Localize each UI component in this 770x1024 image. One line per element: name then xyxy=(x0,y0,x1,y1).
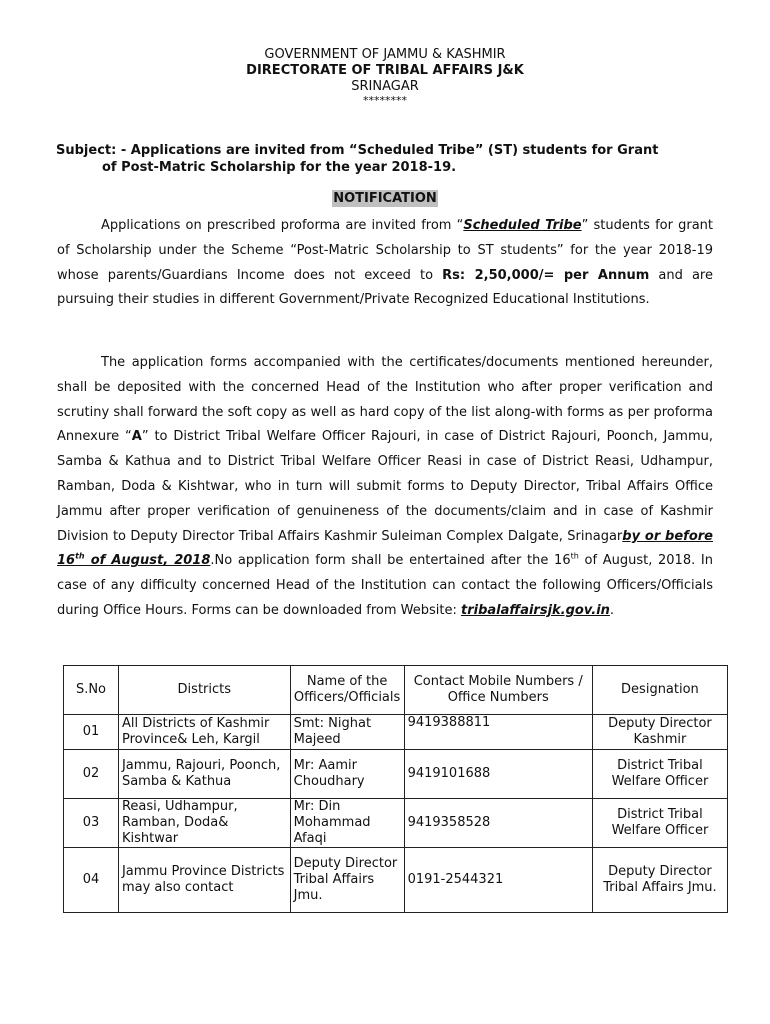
cell-districts: Jammu Province Districts may also contact xyxy=(118,848,290,913)
cell-districts: Reasi, Udhampur, Ramban, Doda& Kishtwar xyxy=(118,799,290,848)
notification-heading-wrap xyxy=(0,187,770,207)
letterhead xyxy=(0,47,770,107)
p2-text-2: ” to District Tribal Welfare Officer Rajouri, in case of District Rajouri, Poonch, Jammu, Samba & Kathua and to District Tribal Welfare Officer Reasi in case of District Reasi, Udhampur, Ramban, Doda & Kishtwar, who in turn will submit forms to Deputy Director, Tribal Affairs Office Jammu after proper verification of genuineness of the documents/claim and in case of Kashmir Division to Deputy Director Tribal Affairs Kashmir Suleiman Complex Dalgate, Srinagar xyxy=(57,429,714,544)
p1-income-limit: Rs: 2,50,000/= per Annum xyxy=(442,267,650,283)
cell-officer-name: Mr: Din Mohammad Afaqi xyxy=(290,799,404,848)
cell-sno: 03 xyxy=(64,799,119,848)
government-name: GOVERNMENT OF JAMMU & KASHMIR xyxy=(264,47,506,62)
header-contact-numbers: Contact Mobile Numbers / Office Numbers xyxy=(404,666,592,715)
cell-sno: 02 xyxy=(64,750,119,799)
cell-contact: 9419388811 xyxy=(404,715,592,750)
p2-text-5: . xyxy=(609,602,615,618)
table-row xyxy=(64,848,728,913)
subject-line xyxy=(56,142,716,176)
cell-contact: 9419358528 xyxy=(404,799,592,848)
cell-contact: 9419101688 xyxy=(404,750,592,799)
header-sno: S.No xyxy=(64,666,119,715)
header-designation: Designation xyxy=(592,666,727,715)
paragraph-1 xyxy=(57,214,713,313)
cell-contact: 0191-2544321 xyxy=(404,848,592,913)
table-header-row xyxy=(64,666,728,715)
officers-contact-table xyxy=(63,665,728,913)
subject-line-1: Subject: - Applications are invited from “Scheduled Tribe” (ST) students for Grant xyxy=(56,143,659,158)
notification-heading: NOTIFICATION xyxy=(333,191,437,206)
p1-text-2: ” students for grant of Scholarship under the Scheme “Post-Matric Scholarship to ST students” for the year 2018-19 whose parents/Guardians Income does not exceed to xyxy=(57,218,713,283)
p2-text-3: .No application form shall be entertained after the 16 xyxy=(210,553,571,569)
cell-designation: District Tribal Welfare Officer xyxy=(592,750,727,799)
cell-sno: 04 xyxy=(64,848,119,913)
directorate-name: DIRECTORATE OF TRIBAL AFFAIRS J&K xyxy=(246,63,524,78)
cell-officer-name: Deputy Director Tribal Affairs Jmu. xyxy=(290,848,404,913)
deadline-part-1: by or before 16 xyxy=(57,528,713,569)
table-row xyxy=(64,799,728,848)
subject-line-2: of Post-Matric Scholarship for the year 2018-19. xyxy=(102,160,457,175)
cell-officer-name: Smt: Nighat Majeed xyxy=(290,715,404,750)
cell-designation: Deputy Director Kashmir xyxy=(592,715,727,750)
deadline-suffix: th xyxy=(75,552,85,562)
p1-text-3: and are pursuing their studies in different Government/Private Recognized Educational Institutions. xyxy=(57,267,713,308)
p1-text-1: Applications on prescribed proforma are invited from “ xyxy=(101,218,464,233)
cell-districts: Jammu, Rajouri, Poonch, Samba & Kathua xyxy=(118,750,290,799)
p2-text-1: The application forms accompanied with the certificates/documents mentioned hereunder, shall be deposited with the concerned Head of the Institution who after proper verification and scrutiny shall forward the soft copy as well as hard copy of the list along-with forms as per proforma Annexure “ xyxy=(57,355,713,445)
city-name: SRINAGAR xyxy=(351,79,419,94)
cell-designation: District Tribal Welfare Officer xyxy=(592,799,727,848)
paragraph-2 xyxy=(57,351,713,624)
cell-districts: All Districts of Kashmir Province& Leh, Kargil xyxy=(118,715,290,750)
p2-annexure-label: A xyxy=(131,429,142,445)
header-officer-name: Name of the Officers/Officials xyxy=(290,666,404,715)
table-row xyxy=(64,750,728,799)
cell-designation: Deputy Director Tribal Affairs Jmu. xyxy=(592,848,727,913)
cell-officer-name: Mr: Aamir Choudhary xyxy=(290,750,404,799)
table-row xyxy=(64,715,728,750)
header-districts: Districts xyxy=(118,666,290,715)
p1-emphasis-scheduled-tribe: Scheduled Tribe xyxy=(463,218,582,233)
website-link[interactable]: tribalaffairsjk.gov.in xyxy=(460,602,610,618)
deadline-part-2: of August, 2018 xyxy=(84,553,211,569)
p2-text-4: of August, 2018. In case of any difficulty concerned Head of the Institution can contact the following Officers/Officials during Office Hours. Forms can be downloaded from Website: xyxy=(57,553,713,618)
date-suffix: th xyxy=(570,552,579,562)
header-separator: ******** xyxy=(363,94,407,107)
cell-sno: 01 xyxy=(64,715,119,750)
